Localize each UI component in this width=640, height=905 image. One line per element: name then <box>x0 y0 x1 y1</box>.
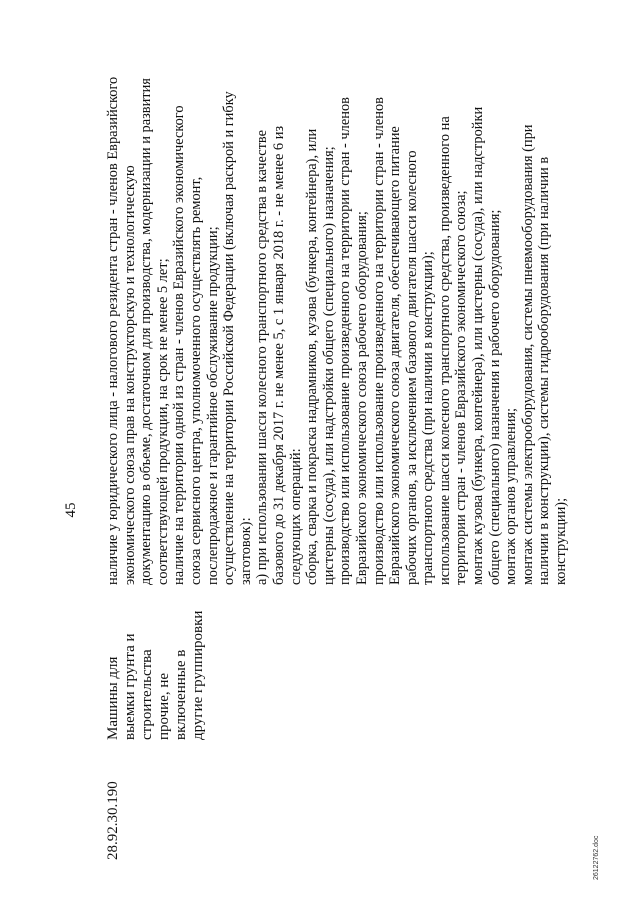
condition-paragraph: наличие на территории одной из стран - членов Евразийского экономического союза сервисного центра, уполномоченного осуществлять ремонт, послепродажное и гарантийное обслуживание продукции; <box>171 105 221 585</box>
condition-paragraph: монтаж органов управления; <box>503 407 520 585</box>
condition-paragraph: использование шасси колесного транспортного средства, произведенного на территории стран - членов Евразийского экономического союза; <box>436 116 470 585</box>
condition-paragraph: а) при использовании шасси колесного транспортного средства в качестве базового до 31 декабря 2017 г. не менее 5, с 1 января 2018 г. - не менее 6 из следующих операций: <box>254 125 304 585</box>
rotated-landscape-page <box>60 76 580 860</box>
document-filename: 26122762.doc <box>593 835 600 880</box>
conditions-text <box>105 75 570 585</box>
condition-paragraph: производство или использование произведенного на территории стран - членов Евразийского экономического союза двигателя, обеспечивающего питание рабочих органов, за исключением базового двигателя шасси колесного транспортного средства (при наличии в конструкции); <box>370 97 437 585</box>
product-name: Машины для выемки грунта и строительства прочие, не включенные в другие группировки <box>105 610 206 740</box>
condition-paragraph: осуществление на территории Российской Федерации (включая раскрой и гибку заготовок): <box>221 91 254 585</box>
condition-paragraph: сборка, сварка и покраска надрамников, кузова (бункера, контейнера), или цистерны (сосуда), или надстройки общего (специального) назначения; <box>304 128 337 585</box>
condition-paragraph: монтаж системы электрооборудования, системы пневмооборудования (при наличии в конструкции), системы гидрооборудования (при наличии в конструкции); <box>519 124 570 585</box>
condition-paragraph: наличие у юридического лица - налогового резидента стран - членов Евразийского экономического союза прав на конструкторскую и технологическую документацию в объеме, достаточном для производства, модернизации и развития соответствующей продукции, на срок не менее 5 лет; <box>105 76 171 585</box>
condition-paragraph: монтаж кузова (бункера, контейнера), или цистерны (сосуда), или надстройки общего (специального) назначения и рабочего оборудования; <box>470 106 503 585</box>
page-number: 45 <box>63 502 79 518</box>
condition-paragraph: производство или использование произведенного на территории стран - членов Евразийского экономического союза рабочего оборудования; <box>337 97 370 585</box>
product-code: 28.92.30.190 <box>105 781 121 860</box>
